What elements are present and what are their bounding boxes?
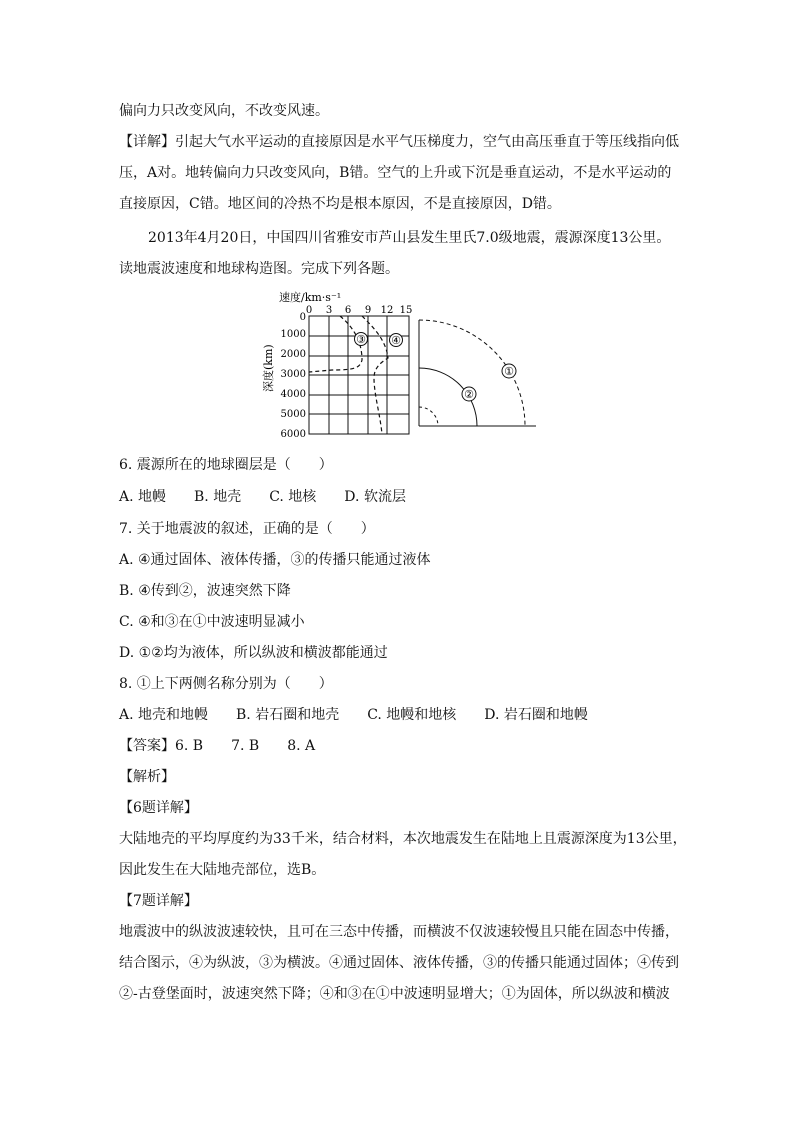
q6-detail-heading: 【6题详解】 bbox=[119, 800, 198, 816]
wave-label-3: ③ bbox=[356, 333, 366, 346]
option-7a: A. ④通过固体、液体传播，③的传播只能通过液体 bbox=[119, 552, 431, 568]
question-8: 8. ①上下两侧名称分别为（ ） bbox=[119, 676, 333, 692]
text-line: ②-古登堡面时，波速突然下降；④和③在①中波速明显增大；①为固体，所以纵波和横波 bbox=[119, 986, 670, 1002]
x-tick: 0 bbox=[305, 305, 313, 316]
option-7d: D. ①②均为液体，所以纵波和横波都能通过 bbox=[119, 645, 388, 661]
text-line: 因此发生在大陆地壳部位，选B。 bbox=[119, 862, 326, 878]
wave-curve-3 bbox=[309, 316, 362, 372]
options-8: A. 地壳和地幔 B. 岩石圈和地壳 C. 地幔和地核 D. 岩石圈和地幔 bbox=[119, 707, 588, 723]
text-line: 地震波中的纵波波速较快，且可在三态中传播，而横波不仅波速较慢且只能在固态中传播， bbox=[119, 924, 679, 940]
option-7b: B. ④传到②，波速突然下降 bbox=[119, 583, 291, 599]
text-line: 偏向力只改变风向，不改变风速。 bbox=[119, 103, 329, 119]
x-axis-title: 速度/km·s⁻¹ bbox=[279, 291, 342, 304]
q7-detail-heading: 【7题详解】 bbox=[119, 893, 198, 909]
seismic-wave-figure bbox=[262, 284, 542, 444]
x-tick: 3 bbox=[325, 305, 333, 316]
x-tick: 12 bbox=[380, 305, 394, 316]
layer-label-1: ① bbox=[504, 365, 514, 378]
y-tick: 2000 bbox=[280, 349, 306, 360]
y-tick: 1000 bbox=[280, 329, 306, 340]
options-6: A. 地幔 B. 地壳 C. 地核 D. 软流层 bbox=[119, 489, 406, 505]
question-6: 6. 震源所在的地球圈层是（ ） bbox=[119, 457, 333, 473]
wave-label-4: ④ bbox=[391, 334, 401, 347]
y-tick: 0 bbox=[299, 312, 306, 323]
x-tick: 6 bbox=[344, 305, 352, 316]
x-tick: 15 bbox=[399, 305, 413, 316]
text-line: 压，A对。地转偏向力只改变风向，B错。空气的上升或下沉是垂直运动，不是水平运动的 bbox=[119, 165, 672, 181]
text-line: 读地震波速度和地球构造图。完成下列各题。 bbox=[119, 261, 399, 277]
y-tick: 4000 bbox=[280, 389, 306, 400]
analysis-heading: 【解析】 bbox=[119, 769, 175, 785]
y-tick: 3000 bbox=[280, 369, 306, 380]
text-line: 大陆地壳的平均厚度约为33千米，结合材料，本次地震发生在陆地上且震源深度为13公里， bbox=[119, 831, 687, 847]
y-tick: 5000 bbox=[280, 409, 306, 420]
y-tick: 6000 bbox=[280, 429, 306, 440]
answer-line: 【答案】6. B 7. B 8. A bbox=[119, 738, 316, 754]
layer-label-2: ② bbox=[464, 388, 474, 401]
y-axis-title: 深度(km) bbox=[262, 344, 275, 392]
question-7: 7. 关于地震波的叙述，正确的是（ ） bbox=[119, 521, 375, 537]
x-tick: 9 bbox=[364, 305, 372, 316]
option-7c: C. ④和③在①中波速明显减小 bbox=[119, 614, 305, 630]
text-line: 结合图示，④为纵波，③为横波。④通过固体、液体传播，③的传播只能通过固体；④传到 bbox=[119, 955, 679, 971]
text-line: 2013年4月20日，中国四川省雅安市芦山县发生里氏7.0级地震，震源深度13公里。 bbox=[148, 230, 671, 246]
text-line: 直接原因，C错。地区间的冷热不均是根本原因，不是直接原因，D错。 bbox=[119, 196, 561, 212]
boundary-inner bbox=[419, 407, 438, 426]
text-line: 【详解】引起大气水平运动的直接原因是水平气压梯度力，空气由高压垂直于等压线指向低 bbox=[119, 134, 679, 150]
